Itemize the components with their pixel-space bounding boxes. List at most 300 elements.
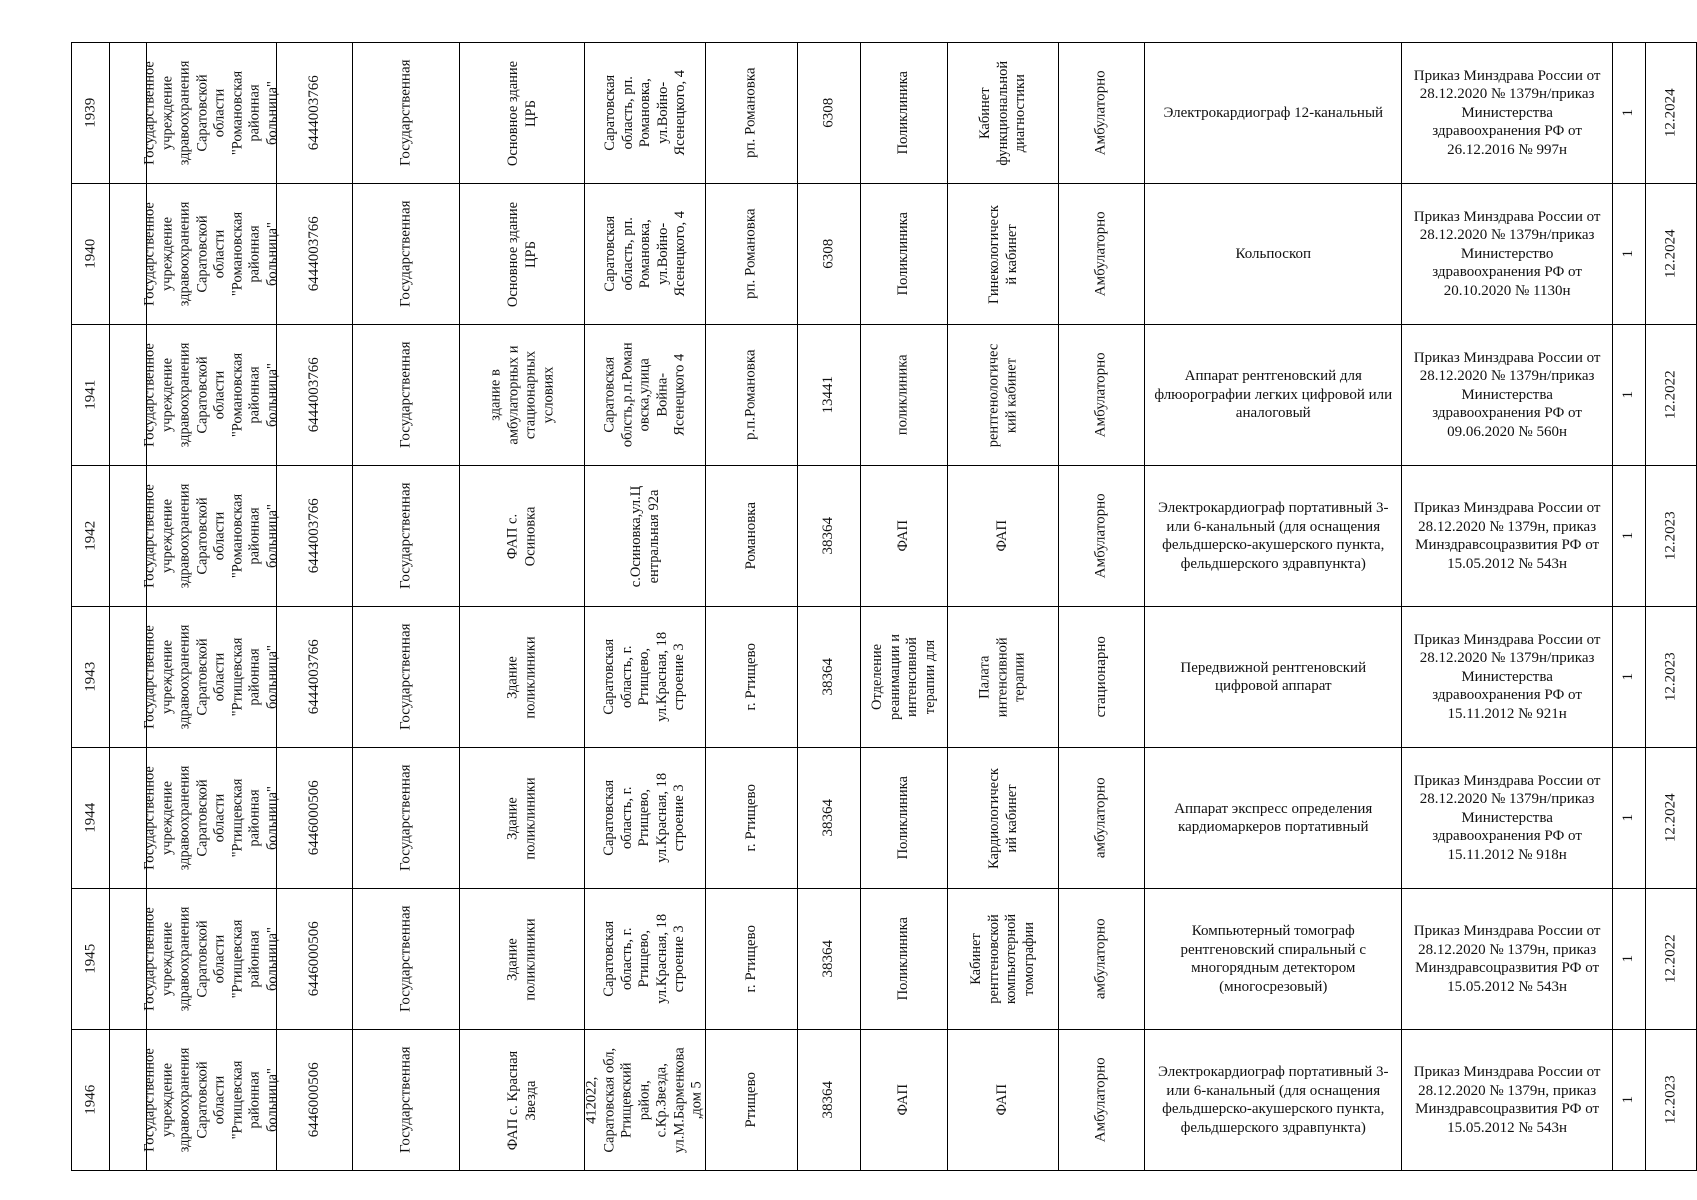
date-text: 12.2024 [1662, 88, 1679, 138]
text-line: "Романовская [229, 211, 245, 297]
order-text: Приказ Минздрава России от 28.12.2020 № 1379н, приказ Минздравсоцразвития РФ от 15.05.2012 № 543н [1413, 1064, 1601, 1136]
locality-cell [706, 607, 798, 748]
code-text: 13441 [820, 376, 837, 414]
row-number-cell [72, 325, 110, 466]
text-line: ий кабинет [1003, 783, 1020, 853]
text-line: стационарных [522, 350, 539, 440]
text-line: Война- [654, 373, 671, 417]
text-line: ФАП [994, 1084, 1011, 1116]
text-line: районная [246, 507, 263, 565]
row-number-text: 1944 [81, 803, 98, 833]
text-line: области [211, 229, 228, 279]
ownership-text: Государственная [397, 623, 414, 731]
text-line: здравоохранения [176, 765, 193, 871]
ownership-cell [352, 607, 460, 748]
date-cell [1646, 889, 1697, 1030]
text-line: районная [246, 225, 263, 283]
row-number-text: 1942 [81, 521, 98, 551]
text-line: учреждение [159, 781, 175, 856]
order-text: Приказ Минздрава России от 28.12.2020 № 1379н/приказ Министерства здравоохранения РФ от 15.11.2012 № 921н [1413, 631, 1601, 722]
room-text [968, 914, 1038, 1004]
text-line: Кабинет [976, 87, 993, 139]
text-line: области [211, 934, 228, 984]
building-cell [460, 325, 585, 466]
date-text: 12.2022 [1662, 370, 1679, 420]
text-line: Поликлиника [894, 917, 911, 1001]
address-text [602, 914, 690, 1004]
row-number-cell [72, 607, 110, 748]
date-text: 12.2024 [1662, 793, 1679, 843]
date-text: 12.2024 [1662, 229, 1679, 279]
building-cell [460, 184, 585, 325]
department-cell [860, 325, 947, 466]
locality-cell [706, 325, 798, 466]
text-line: ул.Красная, 18 [654, 773, 671, 863]
department-cell [860, 889, 947, 1030]
equipment-text: Электрокардиограф 12-канальный [1163, 104, 1384, 121]
text-line: здравоохранения [176, 1047, 193, 1153]
text-line: здравоохранения [176, 483, 193, 589]
text-line: область, г. [619, 786, 636, 850]
date-text: 12.2023 [1662, 1075, 1679, 1125]
code-text: 38364 [820, 799, 837, 837]
building-text [505, 636, 540, 718]
locality-text: р.п.Романовка [743, 349, 760, 441]
department-text [895, 776, 913, 859]
text-line: область, г. [619, 927, 636, 991]
code-text: 38364 [820, 658, 837, 696]
text-line: район, [636, 1079, 653, 1121]
ownership-text: Государственная [397, 59, 414, 167]
equipment-text: Компьютерный томограф рентгеновский спиральный с многорядным детектором (многосрезовый) [1180, 923, 1366, 995]
department-cell [860, 466, 947, 607]
text-line: поликлиники [522, 776, 539, 860]
equipment-cell [1145, 43, 1402, 184]
text-line: овска,улица [636, 358, 653, 432]
text-line: "Романовская [229, 70, 245, 156]
text-line: "Романовская [229, 352, 245, 438]
text-line: Поликлиника [894, 71, 911, 155]
room-text [986, 768, 1021, 869]
equipment-cell [1145, 1030, 1402, 1171]
inn-text: 6446000506 [305, 1062, 322, 1138]
code-cell [798, 607, 861, 748]
text-line: Саратовской [194, 497, 210, 575]
locality-cell [706, 1030, 798, 1171]
text-line: терапии для [921, 639, 938, 715]
order-cell [1402, 1030, 1613, 1171]
institution-text [142, 1048, 282, 1153]
text-line: 412022, [584, 1076, 601, 1124]
row-number-text: 1939 [81, 98, 98, 128]
locality-text: Ртищево [743, 1072, 760, 1128]
equipment-text: Кольпоскоп [1235, 245, 1311, 262]
inn-cell [276, 607, 352, 748]
table-row [72, 607, 1697, 748]
text-line: области [211, 652, 228, 702]
inn-text: 6444003766 [305, 357, 322, 433]
order-text: Приказ Минздрава России от 28.12.2020 № 1379н/приказ Министерства здравоохранения РФ от 26.12.2016 № 997н [1413, 67, 1601, 158]
text-line: й кабинет [1003, 223, 1020, 285]
text-line: районная [246, 648, 263, 706]
locality-cell [706, 466, 798, 607]
building-text [505, 918, 540, 1000]
order-cell [1402, 607, 1613, 748]
institution-text [142, 202, 282, 307]
text-line: Саратовской [194, 638, 210, 716]
text-line: ФАП [894, 1084, 911, 1116]
address-text [602, 70, 690, 156]
room-cell [947, 184, 1059, 325]
ownership-cell [352, 466, 460, 607]
locality-text: г. Ртищево [743, 784, 760, 852]
department-text [895, 71, 913, 154]
ownership-cell [352, 43, 460, 184]
ownership-cell [352, 1030, 460, 1171]
equipment-text: Электрокардиограф портативный 3- или 6-канальный (для оснащения фельдшерско-акушерского пункта, фельдшерского здравпункта) [1158, 1064, 1389, 1136]
text-line: ФАП [894, 520, 911, 552]
text-line: Романовка, [636, 219, 653, 289]
mode-cell [1059, 1030, 1145, 1171]
text-line: поликлиника [894, 354, 911, 436]
order-text: Приказ Минздрава России от 28.12.2020 № 1379н, приказ Минздравсоцразвития РФ от 15.05.2012 № 543н [1413, 923, 1601, 995]
order-cell [1402, 325, 1613, 466]
quantity-cell [1612, 748, 1645, 889]
text-line: Саратовская [601, 780, 618, 856]
text-line: Ртищево, [636, 648, 653, 706]
room-cell [947, 43, 1059, 184]
address-cell [585, 889, 706, 1030]
text-line: интенсивной [994, 637, 1011, 717]
inn-text: 6446000506 [305, 921, 322, 997]
locality-cell [706, 889, 798, 1030]
institution-text [142, 61, 282, 166]
institution-cell [141, 1030, 280, 1171]
text-line: рентгеновской [985, 914, 1002, 1004]
locality-cell [706, 184, 798, 325]
date-cell [1646, 607, 1697, 748]
mode-cell [1059, 889, 1145, 1030]
locality-text: г. Ртищево [743, 925, 760, 993]
quantity-text: 1 [1620, 814, 1637, 822]
order-text: Приказ Минздрава России от 28.12.2020 № 1379н/приказ Министерства здравоохранения РФ от 09.06.2020 № 560н [1413, 349, 1601, 440]
table-row [72, 466, 1697, 607]
row-number-cell [72, 43, 110, 184]
order-cell [1402, 43, 1613, 184]
text-line: ул.Войно- [654, 82, 671, 145]
inn-text: 6444003766 [305, 75, 322, 151]
department-text [895, 1084, 913, 1116]
inn-cell [276, 184, 352, 325]
text-line: Саратовской [194, 74, 210, 152]
ownership-text: Государственная [397, 200, 414, 308]
quantity-text: 1 [1620, 250, 1637, 258]
equipment-cell [1145, 889, 1402, 1030]
text-line: ул.Красная, 18 [654, 914, 671, 1004]
code-cell [798, 748, 861, 889]
text-line: Саратовская [601, 75, 618, 151]
text-line: области [211, 511, 228, 561]
locality-text: Романовка [743, 502, 760, 570]
row-number-cell [72, 466, 110, 607]
department-text [895, 917, 913, 1000]
mode-text: Амбулаторно [1093, 493, 1110, 579]
text-line: учреждение [159, 1063, 175, 1138]
text-line: облсть,р.п.Роман [619, 342, 636, 448]
text-line: компьютерной [1003, 913, 1020, 1005]
text-line: Саратовская [601, 921, 618, 997]
text-line: учреждение [159, 640, 175, 715]
room-text [994, 520, 1012, 552]
text-line: ентральная 92а [645, 489, 662, 583]
text-line: больница" [264, 363, 280, 427]
code-text: 38364 [820, 1081, 837, 1119]
text-line: интенсивной [903, 637, 920, 717]
text-line: Ртищево, [636, 930, 653, 988]
ownership-text: Государственная [397, 482, 414, 590]
text-line: Поликлиника [894, 776, 911, 860]
mode-text: Амбулаторно [1093, 352, 1110, 438]
text-line: Государственное [141, 61, 158, 165]
text-line: "Ртищевская [229, 637, 245, 717]
address-text [602, 211, 690, 297]
building-cell [460, 43, 585, 184]
table-row [72, 184, 1697, 325]
ownership-text: Государственная [397, 764, 414, 872]
code-text: 6308 [820, 239, 837, 269]
row-number-text: 1940 [81, 239, 98, 269]
order-text: Приказ Минздрава России от 28.12.2020 № 1379н, приказ Минздравсоцразвития РФ от 15.05.2012 № 543н [1413, 500, 1601, 572]
inn-text: 6446000506 [305, 780, 322, 856]
code-cell [798, 889, 861, 1030]
text-line: "Романовская [229, 493, 245, 579]
address-text [628, 485, 663, 586]
mode-cell [1059, 748, 1145, 889]
date-text: 12.2022 [1662, 934, 1679, 984]
text-line: учреждение [159, 358, 175, 433]
locality-cell [706, 748, 798, 889]
text-line: Государственное [141, 907, 158, 1011]
text-line: учреждение [159, 499, 175, 574]
text-line: функциональной [994, 60, 1011, 166]
text-line: районная [246, 1071, 263, 1129]
text-line: поликлиники [522, 635, 539, 719]
text-line: Саратовской [194, 920, 210, 998]
text-line: Саратовской [194, 215, 210, 293]
text-line: Государственное [141, 202, 158, 306]
row-number-cell [72, 748, 110, 889]
text-line: Отделение [868, 643, 885, 711]
department-cell [860, 43, 947, 184]
text-line: учреждение [159, 217, 175, 292]
address-cell [585, 184, 706, 325]
text-line: здравоохранения [176, 60, 193, 166]
order-cell [1402, 748, 1613, 889]
table-row [72, 1030, 1697, 1171]
text-line: здание в [487, 369, 504, 421]
text-line: здравоохранения [176, 342, 193, 448]
building-cell [460, 607, 585, 748]
mode-cell [1059, 466, 1145, 607]
text-line: Саратовская [601, 357, 618, 433]
inn-cell [276, 889, 352, 1030]
order-text: Приказ Минздрава России от 28.12.2020 № 1379н/приказ Министерство здравоохранения РФ от 20.10.2020 № 1130н [1413, 208, 1601, 299]
text-line: строение 3 [671, 925, 688, 993]
text-line: ул.Красная, 18 [654, 632, 671, 722]
equipment-cell [1145, 466, 1402, 607]
mode-text: амбулаторно [1093, 777, 1110, 859]
institution-cell [141, 325, 280, 466]
room-cell [947, 1030, 1059, 1171]
locality-text: рп. Романовка [743, 67, 760, 159]
text-line: с.Осиновка,ул.Ц [627, 485, 644, 587]
table-row [72, 889, 1697, 1030]
text-line: Основное здание [504, 201, 521, 307]
address-cell [585, 607, 706, 748]
text-line: строение 3 [671, 784, 688, 852]
building-text [505, 777, 540, 859]
text-line: Государственное [141, 766, 158, 870]
text-line: ЦРБ [522, 99, 539, 127]
text-line: области [211, 793, 228, 843]
quantity-text: 1 [1620, 955, 1637, 963]
text-line: районная [246, 84, 263, 142]
text-line: больница" [264, 1068, 280, 1132]
address-cell [585, 325, 706, 466]
room-text [986, 343, 1021, 447]
ownership-cell [352, 889, 460, 1030]
table-row [72, 748, 1697, 889]
equipment-cell [1145, 184, 1402, 325]
text-line: больница" [264, 645, 280, 709]
text-line: Ртищево, [636, 789, 653, 847]
text-line: области [211, 370, 228, 420]
equipment-cell [1145, 607, 1402, 748]
text-line: Государственное [141, 625, 158, 729]
locality-text: г. Ртищево [743, 643, 760, 711]
text-line: амбулаторных и [504, 345, 521, 445]
text-line: ЦРБ [522, 240, 539, 268]
text-line: диагностики [1011, 73, 1028, 153]
room-text [977, 637, 1030, 717]
ownership-cell [352, 748, 460, 889]
text-line: томографии [1020, 921, 1037, 997]
order-cell [1402, 889, 1613, 1030]
institution-cell [141, 748, 280, 889]
room-text [994, 1084, 1012, 1116]
building-text [505, 506, 540, 566]
address-text [602, 773, 690, 863]
address-text [602, 632, 690, 722]
address-text [602, 343, 690, 448]
text-line: строение 3 [671, 643, 688, 711]
text-line: Звезда [522, 1080, 539, 1120]
institution-text [142, 484, 282, 589]
institution-text [142, 625, 282, 730]
date-cell [1646, 748, 1697, 889]
text-line: Ртищевский [619, 1062, 636, 1138]
text-line: реанимации и [886, 634, 903, 720]
mode-cell [1059, 184, 1145, 325]
room-cell [947, 607, 1059, 748]
quantity-text: 1 [1620, 1096, 1637, 1104]
inn-cell [276, 466, 352, 607]
row-number-cell [72, 889, 110, 1030]
building-cell [460, 466, 585, 607]
date-text: 12.2023 [1662, 652, 1679, 702]
building-cell [460, 889, 585, 1030]
text-line: Здание [504, 796, 521, 840]
department-text [895, 355, 913, 436]
text-line: область, г. [619, 645, 636, 709]
text-line: Палата [976, 655, 993, 699]
text-line: области [211, 1075, 228, 1125]
text-line: Государственное [141, 343, 158, 447]
code-cell [798, 466, 861, 607]
equipment-cell [1145, 748, 1402, 889]
row-number-text: 1941 [81, 380, 98, 410]
text-line: поликлиники [522, 917, 539, 1001]
order-text: Приказ Минздрава России от 28.12.2020 № 1379н/приказ Министерства здравоохранения РФ от 15.11.2012 № 918н [1413, 772, 1601, 863]
text-line: здравоохранения [176, 906, 193, 1012]
code-text: 38364 [820, 517, 837, 555]
text-line: больница" [264, 927, 280, 991]
ownership-text: Государственная [397, 341, 414, 449]
quantity-text: 1 [1620, 532, 1637, 540]
inn-cell [276, 1030, 352, 1171]
inn-text: 6444003766 [305, 216, 322, 292]
mode-text: Амбулаторно [1093, 1057, 1110, 1143]
ownership-text: Государственная [397, 1046, 414, 1154]
ownership-cell [352, 325, 460, 466]
text-line: Саратовской [194, 779, 210, 857]
quantity-cell [1612, 607, 1645, 748]
text-line: области [211, 88, 228, 138]
text-line: Основное здание [504, 60, 521, 166]
text-line: Государственное [141, 484, 158, 588]
equipment-cell [1145, 325, 1402, 466]
text-line: ,дом 5 [689, 1080, 706, 1120]
ownership-text: Государственная [397, 905, 414, 1013]
text-line: "Ртищевская [229, 919, 245, 999]
text-line: кий кабинет [1003, 357, 1020, 433]
mode-cell [1059, 325, 1145, 466]
ownership-cell [352, 184, 460, 325]
room-text [977, 61, 1030, 166]
code-cell [798, 325, 861, 466]
quantity-cell [1612, 466, 1645, 607]
address-cell [585, 466, 706, 607]
mode-cell [1059, 43, 1145, 184]
institution-cell [141, 466, 280, 607]
text-line: учреждение [159, 76, 175, 151]
mode-text: амбулаторно [1093, 918, 1110, 1000]
text-line: Поликлиника [894, 212, 911, 296]
order-cell [1402, 184, 1613, 325]
text-line: Кабинет [968, 933, 985, 985]
text-line: Осиновка [522, 506, 539, 566]
quantity-cell [1612, 43, 1645, 184]
text-line: Саратовская [601, 639, 618, 715]
institution-cell [141, 889, 280, 1030]
text-line: ФАП с. Красная [504, 1050, 521, 1150]
equipment-text: Аппарат рентгеновский для флюорографии легких цифровой или аналоговый [1154, 368, 1393, 422]
department-cell [860, 1030, 947, 1171]
text-line: с.Кр.Звезда, [654, 1062, 671, 1138]
text-line: область, рп. [619, 76, 636, 150]
date-cell [1646, 466, 1697, 607]
institution-text [142, 343, 282, 448]
